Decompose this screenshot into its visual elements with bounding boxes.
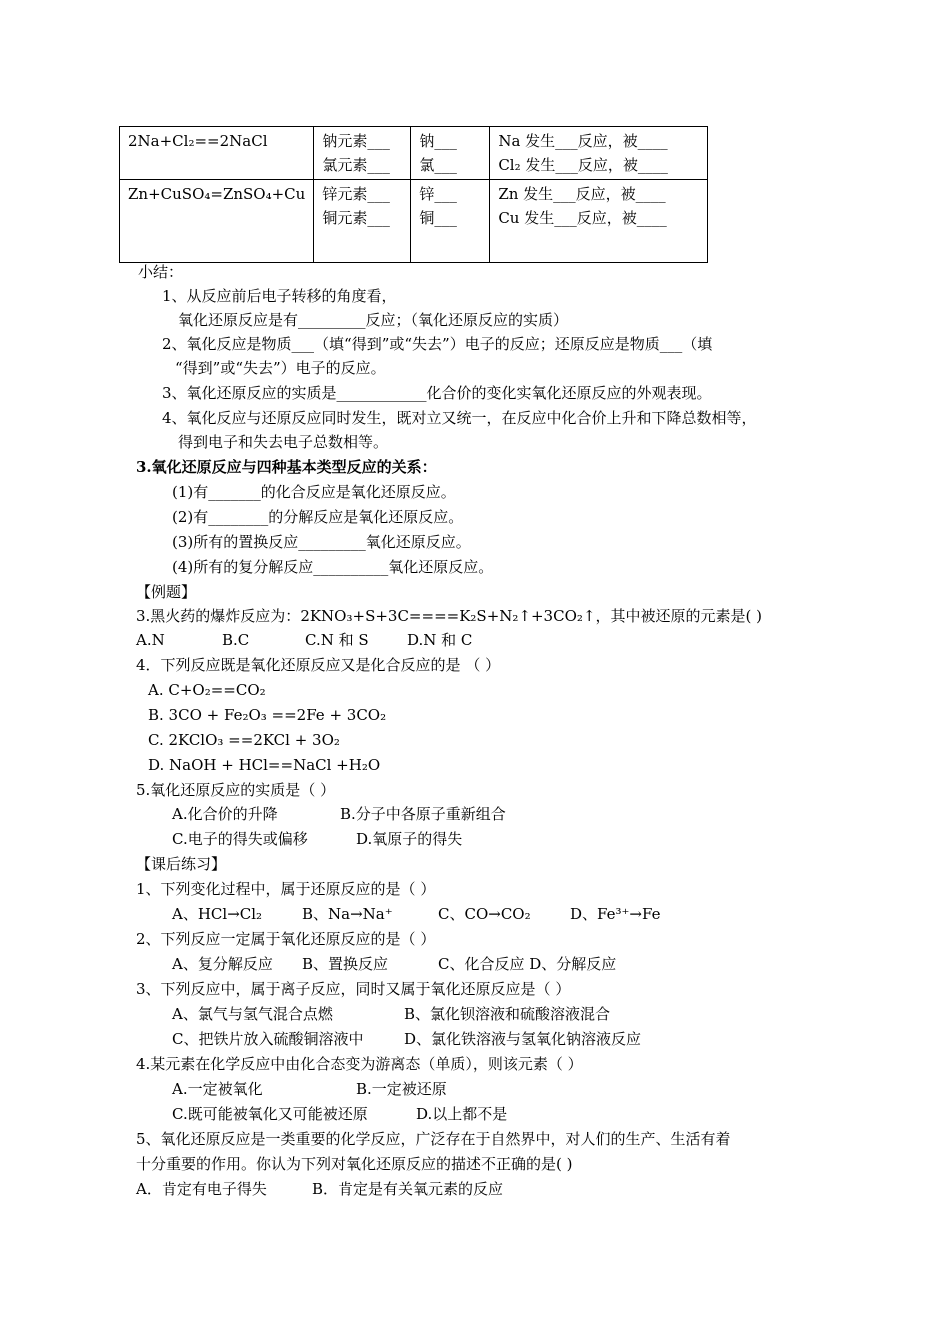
equation-text: 2Na+Cl₂==2NaCl: [128, 132, 268, 150]
element-line: 钠元素___: [322, 132, 390, 150]
summary-item: “得到”或“失去”）电子的反应。: [175, 359, 386, 377]
practice-heading: 【课后练习】: [136, 855, 227, 873]
atom-cell: [411, 180, 490, 263]
summary-item: 氧化还原反应是有_________反应；（氧化还原反应的实质）: [178, 311, 569, 329]
question-text: 3、下列反应中，属于离子反应，同时又属于氧化还原反应是（ ）: [136, 980, 571, 998]
option-c: C、把铁片放入硫酸铜溶液中: [172, 1030, 364, 1048]
option-d: D.氧原子的得失: [356, 830, 463, 848]
option-c: C.N 和 S: [305, 631, 369, 649]
summary-item: 2、氧化反应是物质___（填“得到”或“失去”）电子的反应；还原反应是物质___（填: [162, 335, 713, 353]
reaction-line: Cu 发生___反应，被____: [498, 209, 667, 227]
examples-heading: 【例题】: [136, 583, 197, 601]
relation-item: (2)有________的分解反应是氧化还原反应。: [172, 508, 464, 526]
atom-line: 氯___: [419, 156, 457, 174]
option-a: A.N: [136, 631, 165, 649]
summary-item: 4、氧化反应与还原反应同时发生，既对立又统一，在反应中化合价上升和下降总数相等，: [162, 409, 757, 427]
element-cell: [314, 180, 411, 263]
atom-line: 锌___: [419, 185, 457, 203]
option-b: B、Na→Na⁺: [302, 905, 393, 923]
option-a: A、HCl→Cl₂: [172, 905, 263, 923]
element-line: 铜元素___: [322, 209, 390, 227]
question-text: 1、下列变化过程中，属于还原反应的是（ ）: [136, 880, 436, 898]
question-text: 5、氧化还原反应是一类重要的化学反应，广泛存在于自然界中，对人们的生产、生活有着: [136, 1130, 731, 1148]
reaction-line: Zn 发生___反应，被____: [498, 185, 666, 203]
atom-cell: [411, 127, 490, 180]
table-row: [120, 127, 708, 180]
option-c: C、CO→CO₂: [438, 905, 531, 923]
reaction-cell: [490, 180, 708, 263]
element-line: 锌元素___: [322, 185, 390, 203]
summary-item: 得到电子和失去电子总数相等。: [178, 433, 389, 451]
option-a: A.一定被氧化: [172, 1080, 263, 1098]
option-a: A．肯定有电子得失: [136, 1180, 267, 1198]
reaction-line: Na 发生___反应，被____: [498, 132, 668, 150]
question-text: 4．下列反应既是氧化还原反应又是化合反应的是 （ ）: [136, 656, 501, 674]
option-b: B.C: [222, 631, 250, 649]
option-a: A. C+O₂==CO₂: [148, 681, 266, 699]
relation-heading: 3.氧化还原反应与四种基本类型反应的关系：: [136, 458, 437, 476]
option-c: C.既可能被氧化又可能被还原: [172, 1105, 368, 1123]
redox-table: [119, 126, 708, 263]
atom-line: 铜___: [419, 209, 457, 227]
question-text: 2、下列反应一定属于氧化还原反应的是（ ）: [136, 930, 436, 948]
relation-item: (4)所有的复分解反应__________氧化还原反应。: [172, 558, 494, 576]
question-text: 4.某元素在化学反应中由化合态变为游离态（单质），则该元素（ ）: [136, 1055, 583, 1073]
reaction-cell: [490, 127, 708, 180]
equation-cell: [120, 180, 314, 263]
table-row: [120, 180, 708, 263]
option-b: B、氯化钡溶液和硫酸溶液混合: [404, 1005, 611, 1023]
option-d: D.以上都不是: [416, 1105, 508, 1123]
atom-line: 钠___: [419, 132, 457, 150]
reaction-line: Cl₂ 发生___反应，被____: [498, 156, 668, 174]
option-b: B.一定被还原: [356, 1080, 447, 1098]
option-c: C.电子的得失或偏移: [172, 830, 308, 848]
option-d: D.N 和 C: [407, 631, 473, 649]
question-text: 3.黑火药的爆炸反应为：2KNO₃+S+3C====K₂S+N₂↑+3CO₂↑，其中被还原的元素是( ): [136, 607, 762, 625]
option-d: D、氯化铁溶液与氢氧化钠溶液反应: [404, 1030, 642, 1048]
element-line: 氯元素___: [322, 156, 390, 174]
option-b: B. 3CO + Fe₂O₃ ==2Fe + 3CO₂: [148, 706, 387, 724]
question-text: 十分重要的作用。你认为下列对氧化还原反应的描述不正确的是( ): [136, 1155, 573, 1173]
option-d: D. NaOH + HCl==NaCl +H₂O: [148, 756, 381, 774]
summary-item: 3、氧化还原反应的实质是____________化合价的变化实氧化还原反应的外观表现。: [162, 384, 712, 402]
summary-item: 1、从反应前后电子转移的角度看，: [162, 287, 397, 305]
question-text: 5.氧化还原反应的实质是（ ）: [136, 781, 336, 799]
option-a: A.化合价的升降: [172, 805, 278, 823]
option-b: B、置换反应: [302, 955, 389, 973]
summary-heading: 小结：: [138, 263, 184, 281]
option-c: C、化合反应 D、分解反应: [438, 955, 617, 973]
option-d: D、Fe³⁺→Fe: [570, 905, 661, 923]
equation-cell: [120, 127, 314, 180]
option-a: A、氯气与氢气混合点燃: [172, 1005, 333, 1023]
option-b: B．肯定是有关氧元素的反应: [312, 1180, 504, 1198]
option-c: C. 2KClO₃ ==2KCl + 3O₂: [148, 731, 340, 749]
option-a: A、复分解反应: [172, 955, 273, 973]
relation-item: (1)有_______的化合反应是氧化还原反应。: [172, 483, 456, 501]
relation-item: (3)所有的置换反应_________氧化还原反应。: [172, 533, 471, 551]
element-cell: [314, 127, 411, 180]
equation-text: Zn+CuSO₄=ZnSO₄+Cu: [128, 185, 306, 203]
option-b: B.分子中各原子重新组合: [340, 805, 506, 823]
